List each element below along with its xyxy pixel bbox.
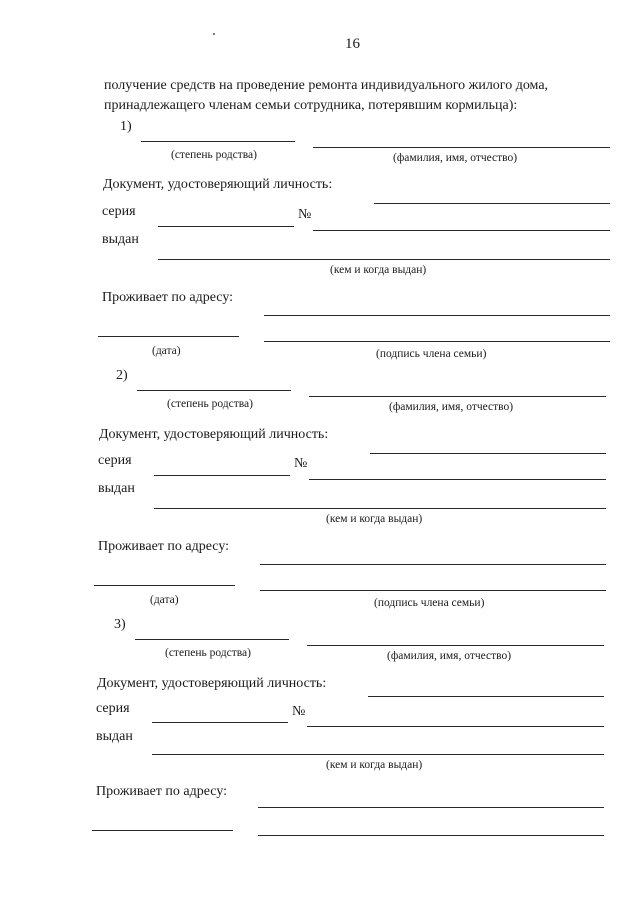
fio-caption: (фамилия, имя, отчество) [389,401,514,413]
issued-caption: (кем и когда выдан) [326,759,423,771]
address-field-1[interactable] [258,807,604,808]
number-field[interactable] [313,230,610,231]
issued-label: выдан [102,232,139,247]
document-field[interactable] [370,453,606,454]
address-label: Проживает по адресу: [98,539,230,554]
series-label: серия [98,453,132,468]
number-label: № [292,704,306,719]
signature-field[interactable] [258,835,604,836]
address-label: Проживает по адресу: [102,290,234,305]
fio-caption: (фамилия, имя, отчество) [393,152,518,164]
series-field[interactable] [158,226,294,227]
date-caption: (дата) [150,594,179,606]
member-section-1 [0,0,640,360]
date-caption: (дата) [152,345,181,357]
number-label: № [298,207,312,222]
relation-field[interactable] [137,390,291,391]
fio-caption: (фамилия, имя, отчество) [387,650,512,662]
signature-caption: (подпись члена семьи) [374,597,485,609]
relation-caption: (степень родства) [167,398,253,410]
fio-field[interactable] [309,396,606,397]
series-label: серия [102,204,136,219]
issued-caption: (кем и когда выдан) [330,264,427,276]
relation-caption: (степень родства) [165,647,251,659]
document-label: Документ, удостоверяющий личность: [99,427,329,442]
fio-field[interactable] [307,645,604,646]
address-label: Проживает по адресу: [96,784,228,799]
relation-caption: (степень родства) [171,149,257,161]
member-index: 1) [120,119,132,134]
member-index: 2) [116,368,128,383]
relation-field[interactable] [141,141,295,142]
document-label: Документ, удостоверяющий личность: [103,177,333,192]
relation-field[interactable] [135,639,289,640]
fio-field[interactable] [313,147,610,148]
date-field[interactable] [92,830,233,831]
issued-label: выдан [96,729,133,744]
series-field[interactable] [152,722,288,723]
issued-label: выдан [98,481,135,496]
page-number: 16 [345,36,360,52]
number-label: № [294,456,308,471]
intro-text: получение средств на проведение ремонта индивидуального жилого дома, принадлежащего членам семьи сотрудника, потерявшим кормильца): [104,78,549,113]
series-field[interactable] [154,475,290,476]
member-section-3 [0,500,636,799]
member-section-2 [0,250,638,609]
issued-caption: (кем и когда выдан) [326,513,423,525]
number-field[interactable] [309,479,606,480]
signature-caption: (подпись члена семьи) [376,348,487,360]
member-index: 3) [114,617,126,632]
series-label: серия [96,701,130,716]
document-field[interactable] [368,696,604,697]
number-field[interactable] [307,726,604,727]
document-field[interactable] [374,203,610,204]
issued-field[interactable] [152,754,604,755]
document-label: Документ, удостоверяющий личность: [97,676,327,691]
